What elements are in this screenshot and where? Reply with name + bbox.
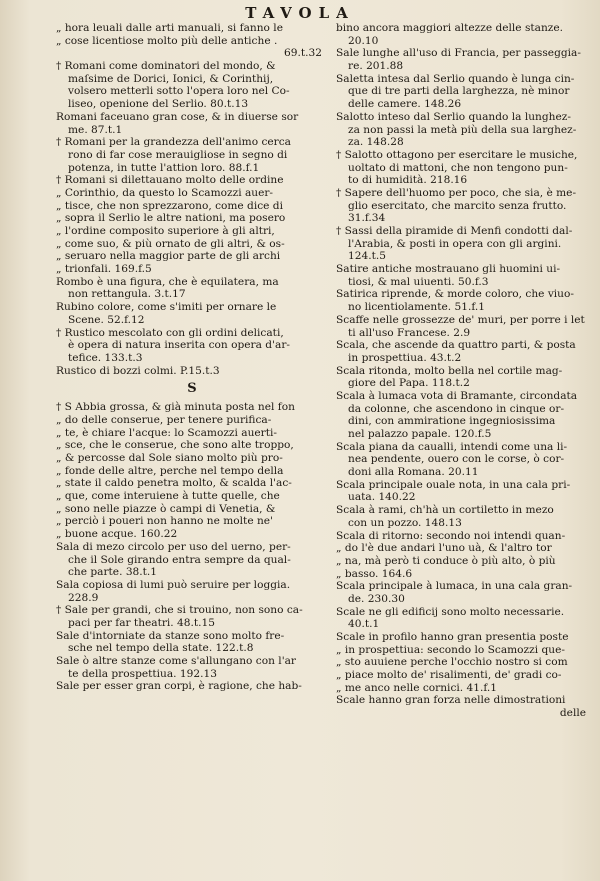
index-line: liseo, openione del Serlio. 80.t.13 xyxy=(68,98,249,111)
index-line: 20.10 xyxy=(348,34,379,47)
index-line: „ l'ordine composito superiore à gli altri, xyxy=(56,225,275,237)
index-line: to di humidità. 218.16 xyxy=(348,174,468,187)
index-line: maſsime de Dorici, Ionici, & Corinthij, xyxy=(68,72,274,85)
index-line: „ fonde delle altre, perche nel tempo della xyxy=(56,464,284,477)
index-line: Scene. 52.f.12 xyxy=(68,313,145,326)
index-line: „ piace molto de' risalimenti, de' gradi co- xyxy=(336,669,562,682)
index-line: è opera di natura inserita con opera d'ar- xyxy=(68,339,290,352)
index-line: „ sce, che le conserue, che sono alte troppo, xyxy=(56,439,294,452)
index-line: „ buone acque. 160.22 xyxy=(56,528,178,541)
index-line: Satirica riprende, & morde coloro, che viuo- xyxy=(336,288,574,301)
index-line: che parte. 38.t.1 xyxy=(68,566,158,579)
index-line: nea pendente, ouero con le corse, ò cor- xyxy=(348,453,565,466)
index-line: nel palazzo papale. 120.f.5 xyxy=(348,428,492,440)
index-line: paci per far theatri. 48.t.15 xyxy=(68,616,215,629)
index-line: Salotto inteso dal Serlio quando la lunghez- xyxy=(336,110,571,123)
index-line: bino ancora maggiori altezze delle stanze. xyxy=(336,22,563,34)
index-line: potenza, in tutte l'attion loro. 88.f.1 xyxy=(68,161,260,174)
index-line: „ sono nelle piazze ò campi di Venetia, & xyxy=(56,502,276,515)
index-line: te della prospettiua. 192.13 xyxy=(68,667,217,680)
index-line: „ cose licentiose molto più delle antiche . xyxy=(56,34,278,47)
section-letter: S xyxy=(187,381,197,397)
index-line: 69.t.32 xyxy=(284,47,322,60)
index-line: „ hora leuali dalle arti manuali, si fanno le xyxy=(56,22,283,34)
index-line: Scala à rami, ch'hà un cortiletto in mezo xyxy=(336,504,554,517)
index-line: re. 201.88 xyxy=(348,60,404,73)
index-line: Saletta intesa dal Serlio quando è lunga cin- xyxy=(336,72,575,85)
index-line: con un pozzo. 148.13 xyxy=(348,516,462,529)
index-line: Sale per esser gran corpi, è ragione, che hab- xyxy=(56,680,302,693)
index-line: „ perciò i poueri non hanno ne molte ne' xyxy=(56,515,273,528)
index-line: „ tisce, che non sprezzarono, come dice di xyxy=(56,199,283,212)
index-line: non rettangula. 3.t.17 xyxy=(68,288,186,301)
index-line: 124.t.5 xyxy=(348,250,386,263)
index-line: „ seruaro nella maggior parte de gli archi xyxy=(56,250,281,263)
index-line: Satire antiche mostrauano gli huomini ui- xyxy=(336,263,561,276)
index-line: † Romani si dilettauano molto delle ordine xyxy=(56,174,284,187)
index-line: † Sapere dell'huomo per poco, che sia, è me- xyxy=(336,186,577,199)
left-column xyxy=(56,22,328,693)
index-line: † Sale per grandi, che si trouino, non sono ca- xyxy=(56,604,303,617)
index-line: za non passi la metà più della sua larghez- xyxy=(348,123,577,136)
index-line: „ Corinthio, da questo lo Scamozzi auer- xyxy=(56,186,274,199)
index-line: za. 148.28 xyxy=(348,136,404,149)
index-line: † Salotto ottagono per esercitare le musiche, xyxy=(336,148,578,161)
index-line: † Romani come dominatori del mondo, & xyxy=(56,60,276,73)
index-line: Scala ritonda, molto bella nel cortile mag- xyxy=(336,364,563,377)
index-line: Scale in profilo hanno gran presentia poste xyxy=(336,631,569,643)
index-line: „ na, mà però ti conduce ò più alto, ò più xyxy=(336,554,556,567)
index-line: delle camere. 148.26 xyxy=(348,98,462,111)
index-line: doni alla Romana. 20.11 xyxy=(348,466,479,479)
index-line: tefice. 133.t.3 xyxy=(68,351,143,364)
index-line: 228.9 xyxy=(68,591,99,604)
index-line: l'Arabia, & posti in opera con gli argini. xyxy=(348,237,562,250)
index-line: „ come suo, & più ornato de gli altri, & os- xyxy=(56,237,285,250)
index-line: giore del Papa. 118.t.2 xyxy=(348,377,470,390)
index-line: rono di far cose merauigliose in segno di xyxy=(68,148,288,161)
index-line: Scala di ritorno: secondo noi intendi quan- xyxy=(336,529,566,542)
index-line: „ me anco nelle cornici. 41.f.1 xyxy=(336,681,498,694)
index-line: „ state il caldo penetra molto, & scalda l'ac- xyxy=(56,477,292,490)
index-line: sche nel tempo della state. 122.t.8 xyxy=(68,642,254,655)
index-line: ti all'uso Francese. 2.9 xyxy=(348,326,471,339)
index-line: † Rustico mescolato con gli ordini delicati, xyxy=(56,326,284,339)
index-line: Sala copiosa di lumi può seruire per loggia. xyxy=(56,578,291,591)
index-line: „ trionfali. 169.f.5 xyxy=(56,263,152,276)
index-line: Romani faceuano gran cose, & in diuerse sor xyxy=(56,110,299,123)
index-line: Sale ò altre stanze come s'allungano con l'ar xyxy=(56,655,296,667)
index-line: uata. 140.22 xyxy=(348,491,416,504)
index-line: „ do l'è due andari l'uno uà, & l'altro tor xyxy=(336,542,552,555)
index-line: glio esercitato, che marcito senza frutto. xyxy=(348,199,567,212)
index-line: Sale d'intorniate da stanze sono molto fre- xyxy=(56,629,285,642)
index-line: Rustico di bozzi colmi. P.15.t.3 xyxy=(56,364,220,377)
index-line: in prospettiua. 43.t.2 xyxy=(348,351,462,364)
index-line: „ que, come interuiene à tutte quelle, che xyxy=(56,490,280,503)
index-line: † Sassi della piramide di Menfi condotti dal- xyxy=(336,225,573,237)
index-line: „ te, è chiare l'acque: lo Scamozzi auerti- xyxy=(56,426,277,439)
index-line: 31.f.34 xyxy=(348,212,386,225)
index-line: tiosi, & mal uiuenti. 50.f.3 xyxy=(348,275,489,288)
index-line: Scala principale à lumaca, in una cala gran- xyxy=(336,580,573,593)
index-line: me. 87.t.1 xyxy=(68,123,123,136)
index-line: Scala, che ascende da quattro parti, & posta xyxy=(336,339,576,352)
index-line: „ basso. 164.6 xyxy=(336,567,413,580)
index-line: che il Sole girando entra sempre da qual- xyxy=(68,553,291,566)
index-line: „ & percosse dal Sole siano molto più pro- xyxy=(56,452,283,464)
index-line: delle xyxy=(559,707,586,720)
index-line: da colonne, che ascendono in cinque or- xyxy=(348,402,565,415)
index-line: Scaffe nelle grossezze de' muri, per porre i let xyxy=(336,313,585,326)
index-line: no licentiolamente. 51.f.1 xyxy=(348,301,485,314)
index-line: Scala piana da caualli, intendi come una li- xyxy=(336,440,568,453)
index-line: Sale lunghe all'uso di Francia, per passeggia- xyxy=(336,47,581,60)
index-line: Scale ne gli edificij sono molto necessarie. xyxy=(336,605,565,618)
index-line: „ do delle conserue, per tenere purifica- xyxy=(56,413,272,426)
index-line: † Romani per la grandezza dell'animo cerca xyxy=(56,136,291,149)
index-line: de. 230.30 xyxy=(348,592,405,605)
index-line: Rubino colore, come s'imiti per ornare le xyxy=(56,301,277,314)
index-line: Scala à lumaca vota di Bramante, circondata xyxy=(336,389,578,402)
page-header: TAVOLA xyxy=(245,4,355,22)
index-line: „ sopra il Serlio le altre nationi, ma posero xyxy=(56,212,286,225)
index-line: Scala principale ouale nota, in una cala pri- xyxy=(336,478,571,491)
index-line: volsero metterli sotto l'opera loro nel Co- xyxy=(68,85,290,98)
index-line: 40.t.1 xyxy=(348,618,380,631)
index-line: Scale hanno gran forza nelle dimostrationi xyxy=(336,694,566,707)
index-line: dini, con ammiratione ingegniosissima xyxy=(348,415,556,428)
index-line: „ in prospettiua: secondo lo Scamozzi que- xyxy=(336,643,565,656)
index-line: uoltato di mattoni, che non tengono pun- xyxy=(348,161,568,174)
right-column xyxy=(336,22,592,720)
index-line: „ sto auuiene perche l'occhio nostro si com xyxy=(336,656,568,669)
index-line: que di tre parti della larghezza, nè minor xyxy=(348,85,570,98)
index-line: Rombo è una figura, che è equilatera, ma xyxy=(56,275,279,288)
index-line: † S Abbia grossa, & già minuta posta nel fon xyxy=(56,401,295,414)
index-line: Sala di mezo circolo per uso del uerno, per- xyxy=(56,540,291,553)
